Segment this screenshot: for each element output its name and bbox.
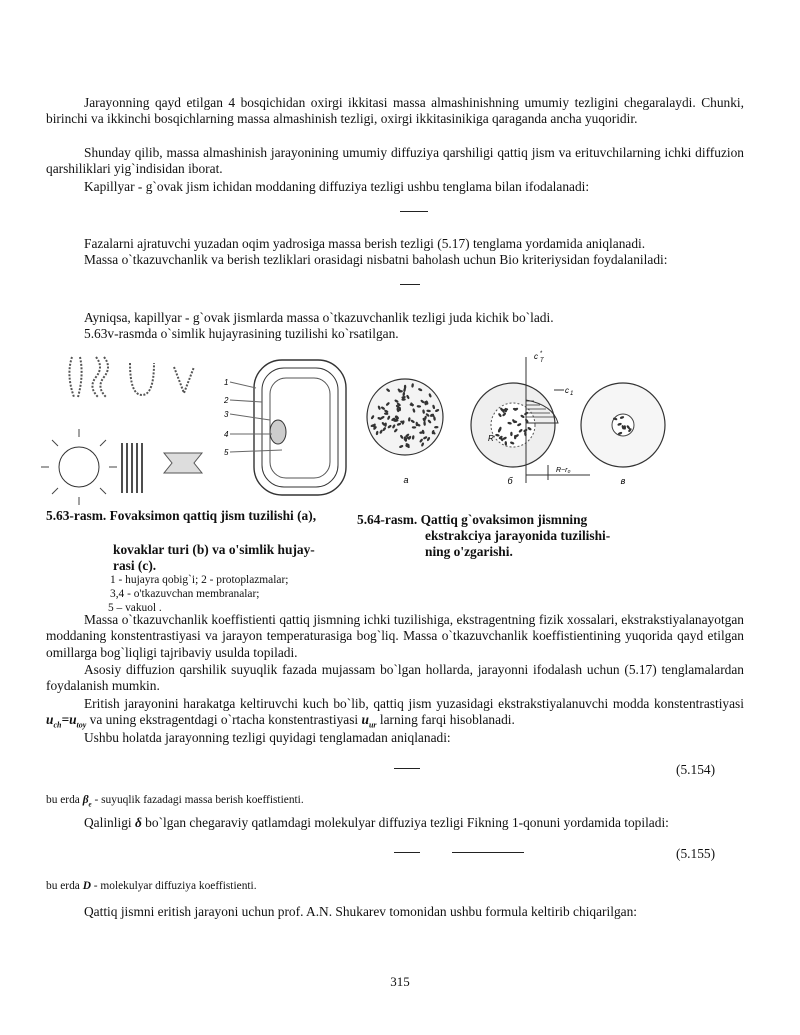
- particle: [412, 426, 416, 428]
- eq-5-155-fraction-line-2: [452, 852, 524, 853]
- fig64-caption-line1: 5.64-rasm. Qattiq g`ovaksimon jismning: [357, 512, 588, 527]
- equation-fraction-line: [400, 211, 428, 212]
- figure-5-64-extraction: [358, 345, 668, 495]
- paragraph-14: [46, 879, 744, 893]
- bio-fraction-line: [400, 284, 420, 285]
- paragraph-8: Massa o`tkazuvchanlik koeffistienti qattiq jismning ichki tuzilishiga, ekstragentning fizik xossalari, ekstrakstiyalanayotgan moddaning konstentrastiyasi va jarayon temperaturasiga bog`liq. Massa o`tkazuvchanlik koeffistientining yuqorida qayd etilgan omillarga bog`liqligi tajribaviy usulda topiladi.: [46, 612, 744, 660]
- p14-text-b: - molekulyar diffuziya koeffistienti.: [90, 880, 257, 892]
- cell-label-3: 3: [224, 410, 229, 419]
- fig64-caption-line2: ekstrakciya jarayonida tuzilishi-: [425, 528, 611, 543]
- cell-label-1: 1: [224, 378, 229, 387]
- label-c1-sub: 1: [570, 391, 574, 397]
- particle: [510, 432, 512, 436]
- p12-text-b: - suyuqlik fazadagi massa berish koeffistienti.: [91, 794, 304, 806]
- eq-5-154-fraction-line: [394, 768, 420, 769]
- disc-c: [581, 383, 665, 486]
- figure-5-63-plant-cell: [222, 352, 352, 502]
- paragraph-4: Fazalarni ajratuvchi yuzadan oqim yadrosiga massa berish tezligi (5.17) tenglama yordamida aniqlanadi.: [84, 236, 646, 251]
- beta-sub: e: [88, 800, 92, 809]
- label-R-r0: R−r₀: [556, 467, 571, 474]
- eq-5-155-fraction-line-1: [394, 852, 420, 853]
- paragraph-1: Jarayonning qayd etilgan 4 bosqichidan oxirgi ikkitasi massa almashinishning umumiy tezligini chegaralaydi. Chunki, birinchi va ikkinchi bosqichlarning massa almashinish tezligi, oxirgi ikkitasinikiga qaraganda ancha yuqoridir.: [46, 95, 744, 127]
- D-symbol: D: [82, 880, 91, 892]
- fig63-legend-1: 1 - hujayra qobig`i; 2 - protoplazmalar;: [110, 574, 289, 586]
- beta-symbol: β: [82, 794, 89, 806]
- delta-symbol: δ: [134, 815, 142, 830]
- p10-text-a: Eritish jarayonini harakatga keltiruvchi kuch bo`lib, qattiq jism yuzasidagi ekstrakstiyalanuvchi modda konstentrastiyasi: [84, 696, 744, 711]
- slit-pore: [164, 453, 202, 473]
- p14-text-a: bu erda: [46, 880, 83, 892]
- paragraph-5: Massa o`tkazuvchanlik va berish tezliklari orasidagi nisbatni baholash uchun Bio kriteriysidan foydalaniladi:: [84, 252, 668, 267]
- particle: [404, 385, 406, 389]
- label-ct-sup: *: [540, 351, 543, 357]
- paragraph-11: Ushbu holatda jarayonning tezligi quyidagi tenglamadan aniqlanadi:: [84, 730, 451, 745]
- p13-text-a: Qalinligi: [84, 815, 135, 830]
- p10-text-b: va uning ekstragentdagi o`rtacha konstentrastiyasi: [86, 712, 362, 728]
- paragraph-3: Kapillyar - g`ovak jism ichidan moddaning diffuziya tezligi ushbu tenglama bilan ifodalanadi:: [84, 179, 590, 194]
- figure-5-63-pores: [34, 345, 234, 505]
- fig63-legend-3: 5 – vakuol .: [108, 602, 162, 614]
- paragraph-13: [46, 815, 744, 831]
- label-c1: c: [565, 386, 569, 395]
- fig64-caption-line3: ning o'zgarishi.: [425, 544, 513, 559]
- paragraph-9: Asosiy diffuzion qarshilik suyuqlik fazada mujassam bo`lgan hollarda, jarayonni ifodalash uchun (5.17) tenglamalardan foydalanish mumkin.: [46, 662, 744, 694]
- disc-a: [367, 379, 443, 485]
- p13-text-b: bo`lgan chegaraviy qatlamdagi molekulyar diffuziya tezligi Fikning 1-qonuni yordamida topiladi:: [141, 815, 669, 830]
- paragraph-7: 5.63v-rasmda o`simlik hujayrasining tuzilishi ko`rsatilgan.: [84, 326, 399, 341]
- fig63-caption-line3: rasi (c).: [113, 558, 157, 573]
- label-ct-sub: T: [540, 358, 544, 364]
- equation-number-5-155: (5.155): [676, 846, 716, 861]
- p10-sub-2: toy: [76, 721, 87, 731]
- fig63-caption-line2: kovaklar turi (b) va o'simlik hujay-: [113, 542, 315, 557]
- p10-var-1: u: [46, 712, 54, 728]
- cell-label-2: 2: [224, 396, 229, 405]
- p10-eq: =u: [61, 712, 77, 728]
- disc-b: [471, 351, 590, 486]
- p10-var-2: u: [361, 712, 369, 728]
- cell-label-5: 5: [224, 448, 229, 457]
- label-c: в: [620, 476, 626, 486]
- paragraph-10: [46, 696, 744, 734]
- equation-number-5-154: (5.154): [676, 762, 716, 777]
- label-a: a: [403, 475, 409, 485]
- p10-sub-3: ur: [368, 721, 377, 731]
- paragraph-15: Qattiq jismni eritish jarayoni uchun prof. A.N. Shukarev tomonidan ushbu formula keltirib chiqarilgan:: [84, 904, 638, 919]
- p12-text-a: bu erda: [46, 794, 83, 806]
- page-number: 315: [390, 974, 410, 989]
- porous-sphere: [41, 429, 117, 505]
- label-R: R: [488, 434, 494, 443]
- label-b: б: [507, 476, 513, 486]
- fig63-caption-line1: 5.63-rasm. Fovaksimon qattiq jism tuzilishi (a),: [46, 508, 317, 523]
- p10-text-c: larning farqi hisoblanadi.: [376, 712, 515, 728]
- paragraph-6: Ayniqsa, kapillyar - g`ovak jismlarda massa o`tkazuvchanlik tezligi juda kichik bo`ladi.: [84, 310, 554, 325]
- fig63-legend-2: 3,4 - o'tkazuvchan membranalar;: [110, 588, 260, 600]
- capillary-bundle: [122, 443, 142, 493]
- label-ct: c: [534, 352, 538, 361]
- paragraph-2: Shunday qilib, massa almashinish jarayonining umumiy diffuziya qarshiligi qattiq jism va erituvchilarning ichki diffuzion qarshiliklari yig`indisidan iborat.: [46, 145, 744, 177]
- cell-label-4: 4: [224, 430, 229, 439]
- pore-shapes: [69, 357, 194, 397]
- p10-sub-1: ch: [53, 721, 62, 731]
- paragraph-12: [46, 793, 744, 811]
